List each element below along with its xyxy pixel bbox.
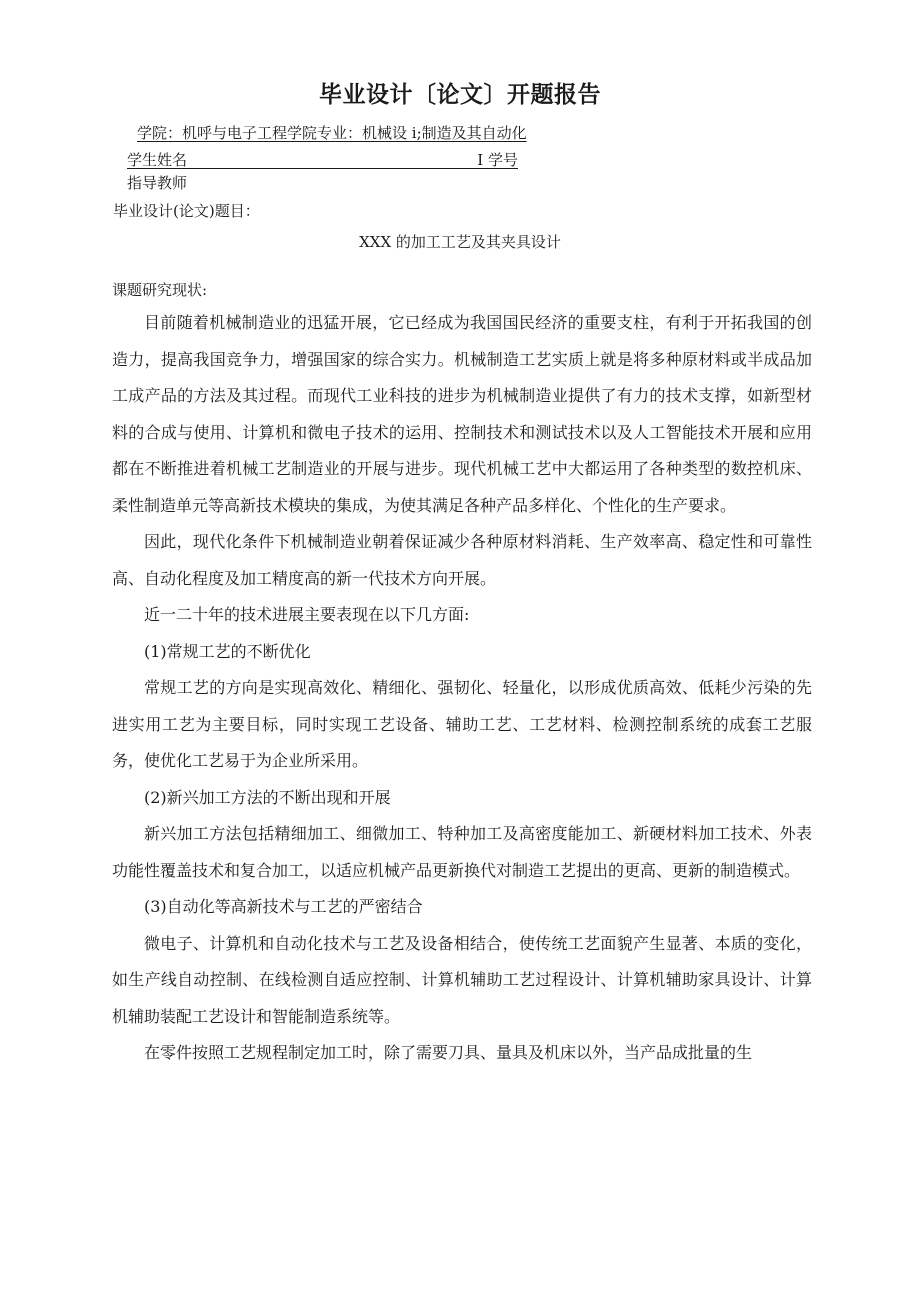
paragraph: 目前随着机械制造业的迅猛开展，它已经成为我国国民经济的重要支柱，有利于开拓我国的创造力，提高我国竞争力，增强国家的综合实力。机械制造工艺实质上就是将多种原材料或半成品加工成产品的方法及其过程。而现代工业科技的进步为机械制造业提供了有力的技术支撑，如新型材料的合成与使用、计算机和微电子技术的运用、控制技术和测试技术以及人工智能技术开展和应用都在不断推进着机械工艺制造业的开展与进步。现代机械工艺中大都运用了各种类型的数控机床、柔性制造单元等高新技术模块的集成，为使其满足各种产品多样化、个性化的生产要求。 <box>112 313 812 515</box>
research-status-label: 课题研究现状: <box>112 281 208 299</box>
paragraph: 新兴加工方法包括精细加工、细微加工、特种加工及高密度能加工、新硬材料加工技术、外表功能性覆盖技术和复合加工，以适应机械产品更新换代对制造工艺提出的更高、更新的制造模式。 <box>112 824 812 880</box>
student-info-row <box>127 149 518 169</box>
paragraph: (3)自动化等高新技术与工艺的严密结合 <box>144 897 423 916</box>
paragraph: (1)常规工艺的不断优化 <box>144 641 311 661</box>
report-title: 毕业设计〔论文〕开题报告 <box>319 82 601 108</box>
paragraph: (2)新兴加工方法的不断出现和开展 <box>144 787 391 807</box>
paragraph: 微电子、计算机和自动化技术与工艺及设备相结合，使传统工艺面貌产生显著、本质的变化，如生产线自动控制、在线检测自适应控制、计算机辅助工艺过程设计、计算机辅助家具设计、计算机辅助装配工艺设计和智能制造系统等。 <box>112 933 812 1026</box>
paragraph: 常规工艺的方向是实现高效化、精细化、强韧化、轻量化，以形成优质高效、低耗少污染的先进实用工艺为主要目标，同时实现工艺设备、辅助工艺、工艺材料、检测控制系统的成套工艺服务，使优化工艺易于为企业所采用。 <box>112 678 812 770</box>
topic-title: XXX 的加工工艺及其夹具设计 <box>359 233 561 251</box>
paragraph: 在零件按照工艺规程制定加工时，除了需要刀具、量具及机床以外，当产品成批量的生 <box>144 1043 753 1062</box>
paragraph: 近一二十年的技术进展主要表现在以下几方面: <box>144 605 470 624</box>
student-id-label: I 学号 <box>477 151 518 169</box>
advisor-label: 指导教师 <box>127 174 188 192</box>
topic-label: 毕业设计(论文)题目： <box>113 202 260 220</box>
student-name-label: 学生姓名 <box>127 151 188 169</box>
body-text <box>112 305 812 1072</box>
paragraph: 因此，现代化条件下机械制造业朝着保证减少各种原材料消耗、生产效率高、稳定性和可靠性高、自动化程度及加工精度高的新一代技术方向开展。 <box>112 532 812 588</box>
college-major-line: 学院：机呼与电子工程学院专业：机械设 i;制造及其自动化 <box>137 124 527 142</box>
